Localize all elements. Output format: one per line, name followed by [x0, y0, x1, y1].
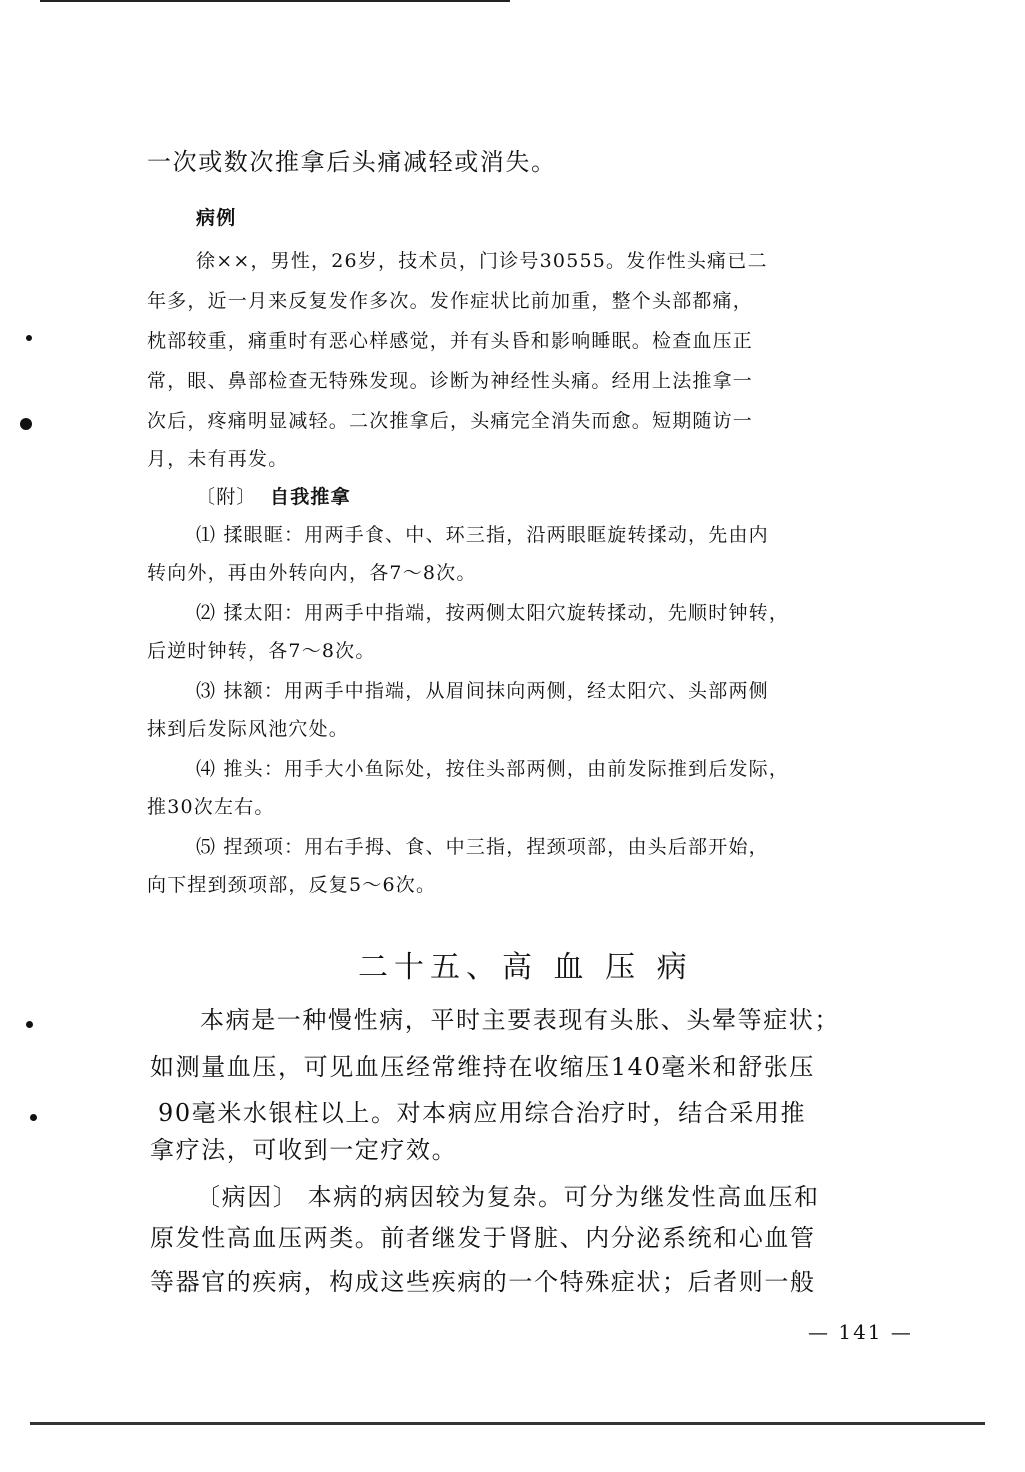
text-line: 向下捏到颈项部，反复5～6次。 — [147, 874, 437, 896]
appendix-bracket: 〔附〕 — [196, 486, 257, 508]
text-line: 等器官的疾病，构成这些疾病的一个特殊症状；后者则一般 — [150, 1268, 816, 1296]
text-line: 常，眼、鼻部检查无特殊发现。诊断为神经性头痛。经用上法推拿一 — [147, 370, 754, 392]
text-line: ⑷ 推头：用手大小鱼际处，按住头部两侧，由前发际推到后发际， — [196, 758, 790, 780]
case-heading: 病例 — [196, 207, 237, 229]
text-line: 后逆时钟转，各7～8次。 — [147, 640, 376, 662]
text-line: 原发性高血压两类。前者继发于肾脏、内分泌系统和心血管 — [150, 1224, 816, 1252]
top-rule — [40, 0, 510, 2]
text-line: ⑸ 捏颈项：用右手拇、食、中三指，捏颈项部，由头后部开始， — [196, 836, 769, 858]
text-line: ⑶ 抹额：用两手中指端，从眉间抹向两侧，经太阳穴、头部两侧 — [196, 680, 769, 702]
text-line: 年多，近一月来反复发作多次。发作症状比前加重，整个头部都痛， — [147, 290, 754, 312]
section-title: 二十五、高 血 压 病 — [358, 950, 693, 985]
text-line: 〔病因〕 本病的病因较为复杂。可分为继发性高血压和 — [196, 1183, 820, 1211]
text-line: 拿疗法，可收到一定疗效。 — [150, 1136, 458, 1164]
scan-mark — [26, 335, 32, 341]
text-line: 一次或数次推拿后头痛减轻或消失。 — [147, 148, 557, 176]
text-line: 推30次左右。 — [147, 796, 275, 818]
text-line: 徐××，男性，26岁，技术员，门诊号30555。发作性头痛已二 — [196, 250, 768, 272]
text-line: 月，未有再发。 — [147, 448, 289, 470]
page-number: — 141 — — [808, 1320, 913, 1344]
appendix-heading: 自我推拿 — [270, 486, 351, 508]
scan-mark — [26, 1021, 33, 1028]
text-line: 如测量血压，可见血压经常维持在收缩压140毫米和舒张压 — [150, 1053, 816, 1081]
text-line: 抹到后发际风池穴处。 — [147, 718, 350, 740]
text-line: 90毫米水银柱以上。对本病应用综合治疗时，结合采用推 — [158, 1099, 807, 1127]
scan-mark — [30, 1114, 37, 1121]
text-line: ⑵ 揉太阳：用两手中指端，按两侧太阳穴旋转揉动，先顺时钟转， — [196, 602, 790, 624]
scan-mark — [20, 418, 32, 430]
text-line: 转向外，再由外转向内，各7～8次。 — [147, 562, 477, 584]
text-line: 枕部较重，痛重时有恶心样感觉，并有头昏和影响睡眠。检查血压正 — [147, 330, 754, 352]
text-line: ⑴ 揉眼眶：用两手食、中、环三指，沿两眼眶旋转揉动，先由内 — [196, 524, 769, 546]
text-line: 次后，疼痛明显减轻。二次推拿后，头痛完全消失而愈。短期随访一 — [147, 410, 754, 432]
bottom-rule — [30, 1422, 985, 1425]
text-line: 本病是一种慢性病，平时主要表现有头胀、头晕等症状； — [200, 1006, 840, 1034]
